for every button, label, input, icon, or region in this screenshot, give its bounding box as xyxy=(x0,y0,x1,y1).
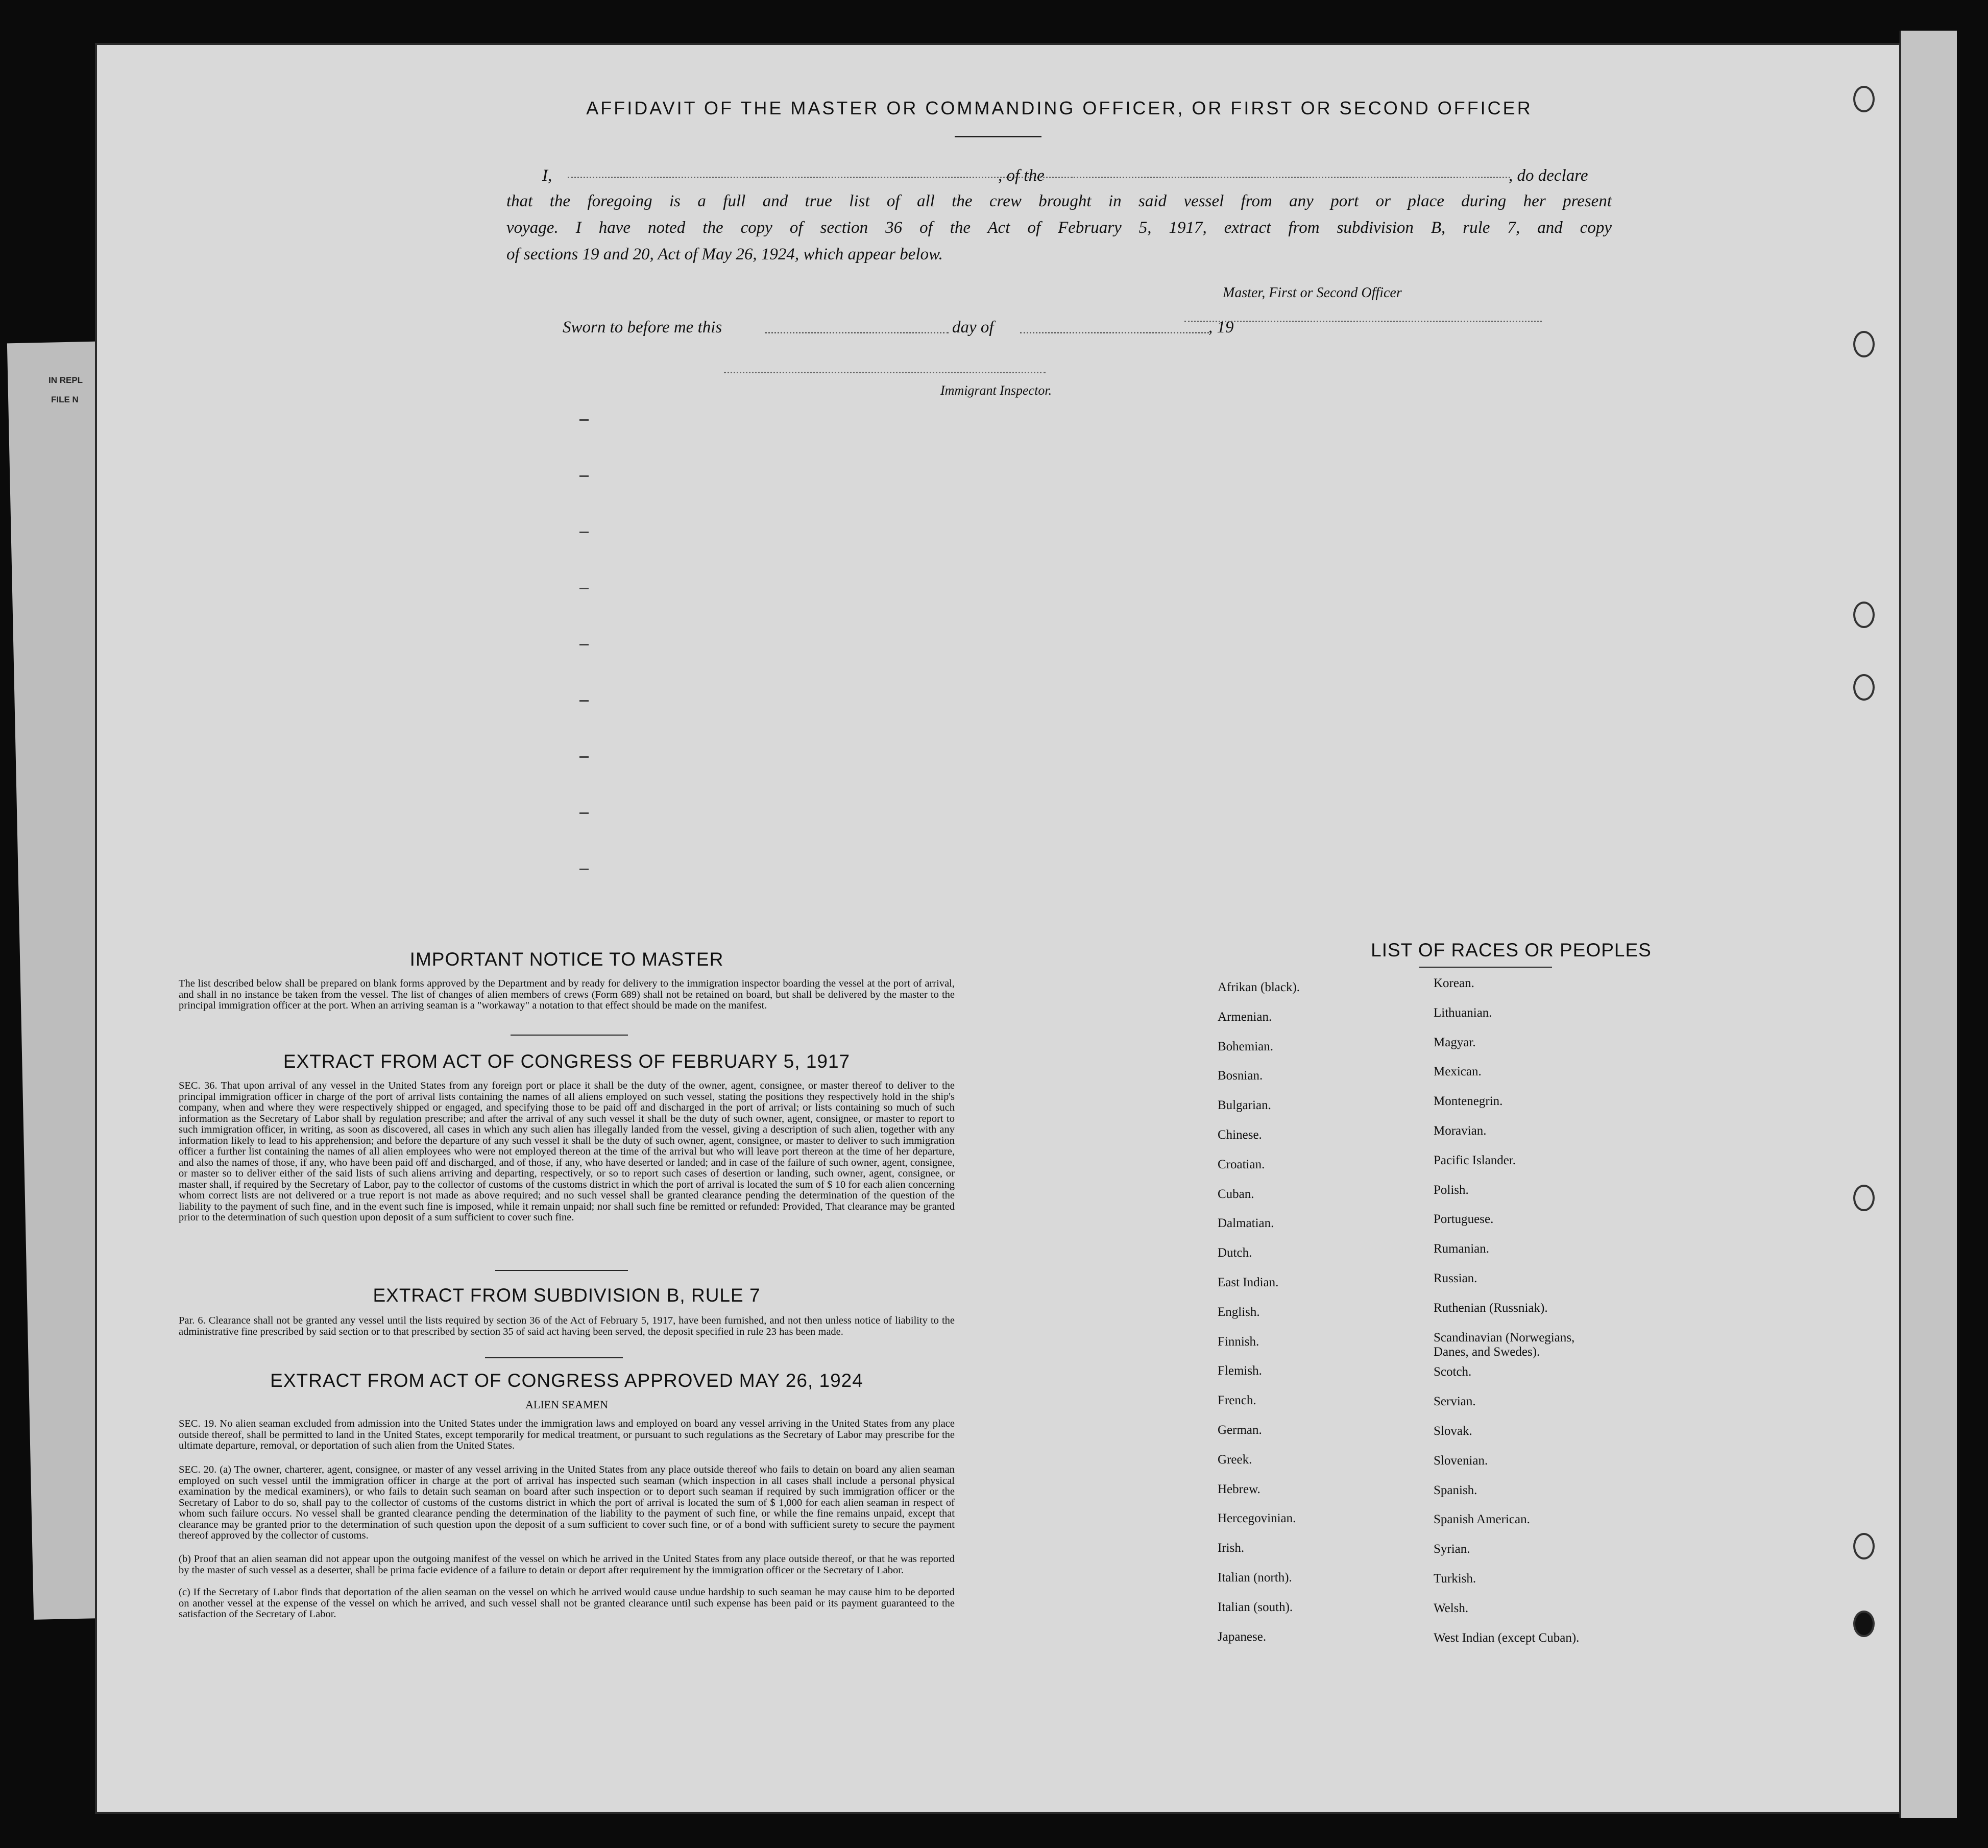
punch-hole xyxy=(1853,1185,1875,1211)
affidavit-line-3: of sections 19 and 20, Act of May 26, 1924, which appear below. xyxy=(506,245,943,263)
race-item: Armenian. xyxy=(1218,1010,1272,1024)
punch-hole xyxy=(1853,331,1875,357)
race-item: Moravian. xyxy=(1434,1124,1487,1138)
side-label: IN REPL xyxy=(49,375,83,385)
affidavit-line-1: that the foregoing is a full and true list of all the crew brought in said vessel from any port or place during her present xyxy=(506,192,1612,210)
race-item: English. xyxy=(1218,1305,1260,1319)
race-item: Spanish American. xyxy=(1434,1513,1530,1527)
race-item: Japanese. xyxy=(1218,1629,1267,1644)
line-tick xyxy=(579,475,589,477)
punch-hole xyxy=(1853,1611,1875,1637)
race-item: Italian (north). xyxy=(1218,1571,1292,1585)
race-item: Italian (south). xyxy=(1218,1600,1293,1614)
inspector-signature-blank xyxy=(724,372,1046,373)
line-tick xyxy=(579,532,589,533)
race-item: Servian. xyxy=(1434,1395,1476,1409)
document-page xyxy=(97,45,1899,1812)
sec-20c-body: (c) If the Secretary of Labor finds that deportation of the alien seaman on the vessel on which he arrived would cause undue hardship to such seaman he may cause him to be deported on another vessel at the expense of the vessel on which he arrived, and such vessel shall not be granted clearance until such expense has been paid or its payment guaranteed to the satisfaction of the Secretary of Labor. xyxy=(179,1587,955,1620)
race-item: Lithuanian. xyxy=(1434,1005,1492,1020)
day-blank xyxy=(765,332,949,333)
race-item: Afrikan (black). xyxy=(1218,980,1300,994)
race-item: Bosnian. xyxy=(1218,1069,1263,1083)
line-tick xyxy=(579,644,589,645)
sec-20b-body: (b) Proof that an alien seaman did not appear upon the outgoing manifest of the vessel on which he arrived in the United States from any place outside thereof, or that he was reported by the master of such vessel as a deserter, shall be prima facie evidence of a failure to detain or deport after requirement by the immigration officer or the Secretary of Labor. xyxy=(179,1553,955,1576)
act-1917-body: SEC. 36. That upon arrival of any vessel in the United States from any foreign port or place it shall be the duty of the owner, agent, consignee, or master thereof to deliver to the principal immigration officer in charge of the port of arrival lists containing the names of all aliens employed on such vessel, stating the positions they respectively hold in the ship's company, when and where they were respectively shipped or engaged, and specifying those to be paid off and discharged in the port of arrival; or lists containing so much of such information as the Secretary of Labor shall by regulation prescribe; and after the arrival of any such vessel it shall be the duty of such owner, agent, consignee, or master to report to such immigration officer, in writing, as soon as discovered, all cases in which any such alien has illegally landed from the vessel, giving a description of such alien, together with any information likely to lead to his apprehension; and before the departure of any such vessel it shall be the duty of such owner, agent, consignee, or master to deliver to such immigration officer a further list containing the names of all alien employees who were not employed thereon at the time of the arrival but who will leave port thereon at the time of her departure, and also the names of those, if any, who have been paid off and discharged, and of those, if any, who have deserted or landed; and in case of the failure of such owner, agent, consignee, or master so to deliver either of the said lists of such aliens arriving and departing, respectively, or so to report such cases of desertion or landing, such owner, agent, consignee, or master shall, if required by the Secretary of Labor, pay to the collector of customs of the customs district in which the port of arrival is located the sum of $ 10 for each alien concerning whom correct lists are not delivered or a true report is not made as above required; and no such vessel shall be granted clearance pending the determination of the question of the liability to the payment of such fine, and in the event such fine is imposed, while it remain unpaid; nor shall such fine be remitted or refunded: Provided, That clearance may be granted prior to the determination of such question upon deposit of a sum sufficient to cover such fine. xyxy=(179,1080,955,1223)
sec-20a-body: SEC. 20. (a) The owner, charterer, agent, consignee, or master of any vessel arriving in the United States from any place outside thereof who fails to detain on board any alien seaman employed on such vessel until the immigration officer in charge at the port of arrival has inspected such seaman (which inspection in all cases shall include a personal physical examination by the medical examiners), or who fails to detain such seaman on board after such inspection or to deport such seaman if required by such immigration officer or the Secretary of Labor to do so, shall pay to the collector of customs of the customs district in which the port of arrival is located the sum of $ 1,000 for each alien seaman in respect of whom such failure occurs. No vessel shall be granted clearance pending the determination of the liability to the payment of such fine, or while the fine remains unpaid, except that clearance may be granted prior to the determination of such question upon the deposit of a sum sufficient to cover such fine, or of a bond with sufficient surety to secure the payment thereof approved by the collector of customs. xyxy=(179,1464,955,1541)
subdivision-title: EXTRACT FROM SUBDIVISION B, RULE 7 xyxy=(373,1285,761,1306)
line-tick xyxy=(579,700,589,702)
race-item: French. xyxy=(1218,1394,1256,1408)
inspector-caption: Immigrant Inspector. xyxy=(940,383,1052,398)
year-prefix: , 19 xyxy=(1208,318,1234,337)
section-divider xyxy=(511,1035,628,1036)
punch-hole xyxy=(1853,674,1875,701)
race-item: Rumanian. xyxy=(1434,1242,1490,1256)
line-tick xyxy=(579,812,589,814)
notice-body: The list described below shall be prepared on blank forms approved by the Department and by ready for delivery to the immigration inspector boarding the vessel at the port of arrival, and shall in no instance be taken from the vessel. The list of changes of alien members of crews (Form 689) shall not be retained on board, but shall be delivered by the master to the principal immigration officer at the port. When an arriving seaman is a "workaway" a notation to that effect should be made on the manifest. xyxy=(179,978,955,1011)
race-item: Slovak. xyxy=(1434,1424,1472,1438)
race-item: West Indian (except Cuban). xyxy=(1434,1630,1580,1645)
section-divider xyxy=(495,1270,628,1271)
act-1924-title: EXTRACT FROM ACT OF CONGRESS APPROVED MAY 26, 1924 xyxy=(270,1370,863,1391)
race-item: Magyar. xyxy=(1434,1035,1476,1049)
race-item: Polish. xyxy=(1434,1183,1469,1197)
side-label: FILE N xyxy=(51,395,79,404)
signature-blank xyxy=(1184,321,1542,322)
sec-19-body: SEC. 19. No alien seaman excluded from admission into the United States under the immigration laws and employed on board any vessel arriving in the United States from any place outside thereof, shall be permitted to land in the United States, except temporarily for medical treatment, or pursuant to such regulations as the Secretary of Labor may prescribe for the ultimate departure, removal, or deportation of such alien from the United States. xyxy=(179,1418,955,1451)
line-tick xyxy=(579,756,589,758)
signature-caption: Master, First or Second Officer xyxy=(1223,285,1402,301)
subdivision-body: Par. 6. Clearance shall not be granted any vessel until the lists required by section 36 of the Act of February 5, 1917, have been furnished, and not then unless notice of liability to the administrative fine prescribed by said section or to that prescribed by section 35 of said act having been served, the deposit specified in rule 23 has been made. xyxy=(179,1315,955,1337)
race-item: Spanish. xyxy=(1434,1483,1477,1497)
race-item: Greek. xyxy=(1218,1452,1252,1467)
race-item: Finnish. xyxy=(1218,1334,1259,1349)
race-item: Bohemian. xyxy=(1218,1039,1274,1053)
race-item: Pacific Islander. xyxy=(1434,1153,1516,1167)
affidavit-do-declare: , do declare xyxy=(1509,166,1588,185)
race-item: Montenegrin. xyxy=(1434,1094,1503,1109)
race-item: Slovenian. xyxy=(1434,1453,1488,1468)
punch-hole xyxy=(1853,602,1875,628)
race-item: Welsh. xyxy=(1434,1601,1469,1615)
race-item: Dutch. xyxy=(1218,1246,1252,1260)
race-item: Hebrew. xyxy=(1218,1482,1260,1496)
race-item: Chinese. xyxy=(1218,1128,1262,1142)
races-title-underline xyxy=(1419,967,1552,968)
act-1917-title: EXTRACT FROM ACT OF CONGRESS OF FEBRUARY 5, 1917 xyxy=(283,1051,851,1072)
act-1924-subtitle: ALIEN SEAMEN xyxy=(525,1398,608,1411)
vessel-blank xyxy=(1071,177,1510,178)
race-item: Ruthenian (Russniak). xyxy=(1434,1301,1548,1315)
line-tick xyxy=(579,588,589,589)
race-item: Hercegovinian. xyxy=(1218,1511,1296,1526)
race-item: Croatian. xyxy=(1218,1157,1265,1171)
title-underline xyxy=(955,136,1041,137)
line-tick xyxy=(579,419,589,421)
race-item: Dalmatian. xyxy=(1218,1216,1274,1231)
race-item: Bulgarian. xyxy=(1218,1098,1271,1113)
race-item: East Indian. xyxy=(1218,1276,1279,1289)
sworn-label: Sworn to before me this xyxy=(563,318,722,337)
race-item: Turkish. xyxy=(1434,1572,1476,1586)
month-blank xyxy=(1020,332,1209,333)
race-item: Korean. xyxy=(1434,976,1474,990)
day-of-label: day of xyxy=(952,318,994,337)
affidavit-i-label: I, xyxy=(542,166,552,185)
affidavit-line-2: voyage. I have noted the copy of section 36 of the Act of February 5, 1917, extract from subdivision B, rule 7, and copy xyxy=(506,219,1612,237)
race-item: Syrian. xyxy=(1434,1542,1470,1556)
line-tick xyxy=(579,869,589,870)
race-item: Scotch. xyxy=(1434,1365,1472,1379)
punch-hole xyxy=(1853,1533,1875,1559)
punch-hole xyxy=(1853,86,1875,112)
race-item: German. xyxy=(1218,1423,1262,1437)
race-item: Portuguese. xyxy=(1434,1212,1494,1227)
race-item: Irish. xyxy=(1218,1541,1245,1555)
races-title: LIST OF RACES OR PEOPLES xyxy=(1371,940,1652,961)
affidavit-title: AFFIDAVIT OF THE MASTER OR COMMANDING OFFICER, OR FIRST OR SECOND OFFICER xyxy=(586,98,1533,118)
right-edge-sheet xyxy=(1899,31,1957,1818)
notice-title: IMPORTANT NOTICE TO MASTER xyxy=(409,949,724,970)
race-item: Cuban. xyxy=(1218,1187,1254,1201)
affidavit-of-the: , of the xyxy=(998,166,1045,185)
race-item: Flemish. xyxy=(1218,1364,1262,1378)
section-divider xyxy=(485,1357,623,1358)
race-item: Scandinavian (Norwegians, Danes, and Swedes). xyxy=(1434,1330,1575,1359)
race-item: Russian. xyxy=(1434,1271,1477,1285)
race-item: Mexican. xyxy=(1434,1065,1482,1079)
